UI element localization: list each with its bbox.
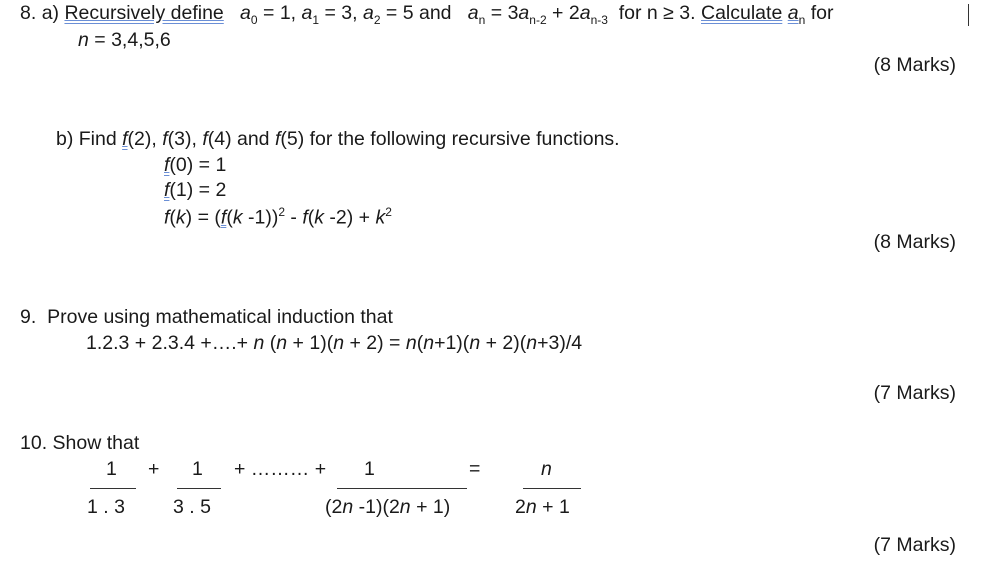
f0-definition: [164, 156, 226, 176]
q8a-marks: (8 Marks): [873, 54, 956, 76]
text: (3),: [167, 128, 203, 150]
func-f: f: [164, 206, 170, 229]
text: + 2)(: [480, 332, 527, 354]
func-f: f: [302, 206, 308, 229]
var-n: n: [276, 332, 288, 354]
fraction-2-bar: [177, 488, 221, 489]
var-k: k: [314, 206, 325, 229]
var-a: a: [579, 2, 591, 24]
q9-line: [20, 308, 393, 328]
q8-part-a-label: a): [41, 2, 60, 24]
subscript: n: [478, 12, 486, 27]
for-word: for: [810, 2, 834, 24]
var-n: n: [405, 332, 417, 354]
text: (: [307, 206, 315, 229]
var-a: a: [787, 2, 799, 24]
text: (1) = 2: [169, 179, 227, 201]
superscript: 2: [385, 205, 392, 219]
var-a: a: [467, 2, 479, 24]
q8b-line: [56, 130, 620, 150]
fraction-1-bar: [90, 488, 136, 489]
var-n: n: [78, 29, 89, 51]
text: + 2) =: [344, 332, 406, 354]
rhs-denominator: [515, 498, 570, 518]
var-n: n: [423, 332, 435, 354]
text: + 1: [536, 496, 570, 518]
plus-sign: +: [148, 458, 160, 480]
q8-n-values: [78, 31, 171, 51]
fk-definition: [164, 206, 392, 228]
text: -2) +: [324, 206, 376, 229]
var-n: n: [469, 332, 481, 354]
fraction-2-denominator: 3 . 5: [173, 496, 211, 518]
subscript: n: [798, 12, 806, 27]
text: = 3: [485, 2, 519, 24]
var-n: n: [525, 496, 537, 518]
text: = 3,: [319, 2, 363, 24]
text: (: [264, 332, 277, 354]
text: -: [285, 206, 303, 229]
fraction-3-bar: [337, 488, 467, 489]
text: Find: [78, 128, 123, 150]
subscript: 1: [312, 12, 320, 27]
func-f: f: [122, 128, 128, 150]
text: = 5 and: [380, 2, 452, 24]
fraction-3-numerator: 1: [364, 458, 375, 480]
q10-label: 10.: [20, 432, 48, 454]
q10-marks: (7 Marks): [873, 534, 956, 556]
text: (: [416, 332, 424, 354]
text: -1)): [242, 206, 279, 229]
var-n: n: [342, 496, 354, 518]
text: ) = (: [185, 206, 221, 229]
var-k: k: [232, 206, 243, 229]
text: (2),: [127, 128, 163, 150]
equals-sign: =: [469, 458, 481, 480]
text: (5) for the following recursive functions.: [280, 128, 620, 150]
q8b-marks: (8 Marks): [873, 231, 956, 253]
var-a: a: [240, 2, 251, 24]
subscript: n-3: [590, 12, 608, 27]
q9-text: Prove using mathematical induction that: [47, 306, 393, 328]
text: 1.2.3 + 2.3.4 +….+: [86, 332, 254, 354]
text: (0) = 1: [169, 154, 227, 176]
func-f: f: [274, 128, 281, 150]
var-n: n: [399, 496, 411, 518]
q8-line-1: [20, 4, 833, 26]
text: (: [169, 206, 176, 229]
var-a: a: [518, 2, 530, 24]
rhs-fraction-bar: [523, 488, 581, 489]
func-f: f: [220, 206, 227, 229]
text: -1)(2: [353, 496, 400, 518]
q9-formula: [86, 334, 582, 354]
recursively-define-link: Recursively define: [64, 2, 224, 24]
var-n: n: [333, 332, 345, 354]
superscript: 2: [278, 205, 285, 219]
var-k: k: [375, 206, 386, 229]
subscript: n-2: [529, 12, 547, 27]
f1-definition: [164, 181, 226, 201]
var-n: n: [541, 458, 552, 480]
text: +1)(: [434, 332, 470, 354]
text: (: [226, 206, 233, 229]
text: = 3,4,5,6: [88, 29, 171, 51]
text: (2: [325, 496, 343, 518]
func-f: f: [164, 154, 170, 176]
text: + 1)(: [287, 332, 334, 354]
func-f: f: [164, 179, 170, 201]
func-f: f: [202, 128, 208, 150]
q8-label: 8.: [20, 2, 37, 24]
q8-part-b-label: b): [56, 128, 74, 150]
text: = 1,: [257, 2, 302, 24]
text: + 2: [546, 2, 580, 24]
q10-text: Show that: [52, 432, 140, 454]
text: +3)/4: [537, 332, 583, 354]
text: (4) and: [207, 128, 275, 150]
text-cursor: [968, 4, 969, 26]
var-n: n: [526, 332, 538, 354]
q9-label: 9.: [20, 306, 37, 328]
text: 2: [515, 496, 526, 518]
fraction-3-denominator: [325, 498, 450, 518]
var-a: a: [301, 2, 313, 24]
fraction-2-numerator: 1: [192, 458, 203, 480]
subscript: 0: [250, 12, 258, 27]
fraction-1-numerator: 1: [106, 458, 117, 480]
var-a: a: [362, 2, 374, 24]
fraction-1-denominator: 1 . 3: [87, 496, 125, 518]
ellipsis-plus: + ……… +: [234, 458, 327, 480]
rhs-numerator: [541, 460, 552, 480]
text: + 1): [410, 496, 451, 518]
var-k: k: [175, 206, 186, 229]
condition-text: for n ≥ 3.: [618, 2, 696, 24]
func-f: f: [162, 128, 168, 150]
subscript: 2: [373, 12, 381, 27]
q9-marks: (7 Marks): [873, 382, 956, 404]
q10-line: [20, 434, 139, 454]
calculate-text: Calculate: [701, 2, 783, 24]
var-n: n: [253, 332, 265, 354]
